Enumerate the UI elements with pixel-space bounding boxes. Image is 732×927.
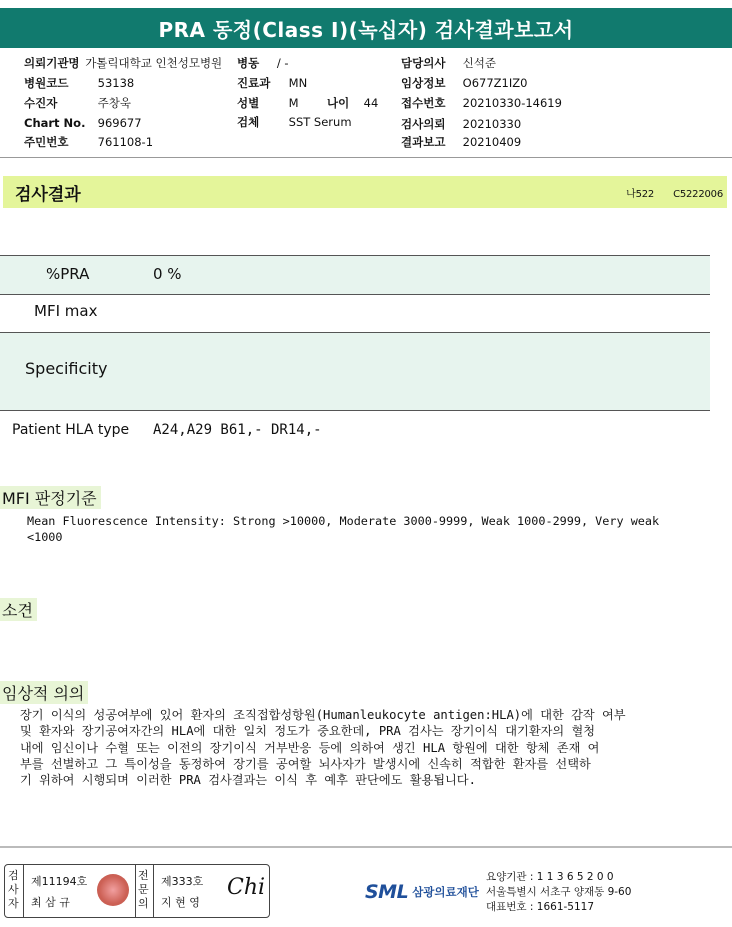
report-date-value: 20210409 bbox=[462, 135, 522, 149]
result-code-1: 나522 bbox=[626, 188, 655, 200]
clinical-value: O677Z1IZ0 bbox=[462, 76, 528, 90]
box-separator-2 bbox=[135, 865, 136, 917]
significance-line-1: 장기 이식의 성공여부에 있어 환자의 조직접합성항원(Humanleukocyte antigen:HLA)에 대한 감작 여부 bbox=[20, 708, 626, 722]
specimen-label: 검체 bbox=[237, 115, 260, 129]
hla-value: A24,A29 B61,- DR14,- bbox=[153, 422, 322, 438]
sml-logo bbox=[365, 872, 479, 912]
hla-label: Patient HLA type bbox=[12, 422, 130, 438]
hla-row bbox=[0, 421, 710, 441]
mfi-criteria-line-2: <1000 bbox=[27, 530, 63, 544]
sex-value: M bbox=[288, 96, 299, 110]
results-title: 검사결과 bbox=[15, 184, 81, 205]
org-info bbox=[486, 870, 631, 915]
report-date-label: 결과보고 bbox=[401, 135, 446, 149]
mfi-max-label: MFI max bbox=[34, 302, 98, 320]
institution-label: 의뢰기관명 bbox=[24, 56, 80, 70]
org-code: 요양기관 : 1 1 3 6 5 2 0 0 bbox=[486, 871, 614, 883]
ward-value: / - bbox=[276, 56, 289, 70]
signature-box bbox=[4, 864, 270, 918]
results-header bbox=[3, 176, 727, 208]
opinion-title: 소견 bbox=[0, 598, 37, 621]
ward-label: 병동 bbox=[237, 56, 260, 70]
specificity-label: Specificity bbox=[25, 359, 108, 378]
receipt-label: 접수번호 bbox=[401, 96, 446, 110]
receipt-value: 20210330-14619 bbox=[462, 96, 562, 110]
specificity-row bbox=[0, 333, 710, 411]
doctor-label: 담당의사 bbox=[401, 56, 446, 70]
age-label: 나이 bbox=[327, 96, 350, 110]
patient-info bbox=[0, 0, 732, 160]
doctor-value: 신석준 bbox=[462, 56, 496, 70]
doctor-cert-no: 제333호 bbox=[161, 875, 204, 888]
sml-logo-name: 삼광의료재단 bbox=[412, 885, 479, 899]
significance-line-3: 내에 임신이나 수혈 또는 이전의 장기이식 거부반응 등에 의하여 생긴 HLA 항원에 대한 항체 존재 여 bbox=[20, 740, 600, 755]
info-divider bbox=[0, 157, 732, 158]
patient-label: 수진자 bbox=[24, 96, 58, 110]
result-code-2: C5222006 bbox=[673, 188, 723, 200]
significance-text bbox=[20, 707, 626, 788]
specimen-value: SST Serum bbox=[288, 115, 352, 129]
chart-label: Chart No. bbox=[24, 116, 86, 130]
org-address: 서울특별시 서초구 양재동 9-60 bbox=[486, 886, 632, 898]
significance-line-5: 기 위하여 시행되며 이러한 PRA 검사결과는 이식 후 예후 판단에도 활용됩니다. bbox=[20, 773, 476, 788]
hospital-code-value: 53138 bbox=[97, 76, 135, 90]
tester-label: 검사자 bbox=[8, 869, 19, 910]
mfi-criteria-title: MFI 판정기준 bbox=[0, 486, 101, 509]
dept-value: MN bbox=[288, 76, 308, 90]
doctor-cert-name: 지 현 영 bbox=[161, 896, 200, 909]
resident-value: 761108-1 bbox=[97, 135, 154, 149]
tester-seal bbox=[97, 874, 129, 906]
request-value: 20210330 bbox=[462, 117, 522, 131]
age-value: 44 bbox=[363, 96, 379, 110]
sex-label: 성별 bbox=[237, 96, 260, 110]
org-phone: 대표번호 : 1661-5117 bbox=[486, 901, 595, 913]
significance-title: 임상적 의의 bbox=[0, 681, 88, 704]
pra-label: %PRA bbox=[46, 265, 90, 283]
footer-divider bbox=[0, 846, 732, 848]
clinical-label: 임상정보 bbox=[401, 76, 446, 90]
mfi-criteria-text bbox=[27, 513, 659, 545]
pra-row bbox=[0, 255, 710, 295]
box-separator bbox=[23, 865, 24, 917]
hospital-code-label: 병원코드 bbox=[24, 76, 69, 90]
sml-logo-mark: SML bbox=[365, 881, 409, 903]
mfi-max-row bbox=[0, 294, 710, 333]
significance-line-4: 부를 선별하고 그 특이성을 동정하여 장기를 공여할 뇌사자가 발생시에 신속히 적합한 환자를 선택하 bbox=[20, 756, 591, 771]
significance-line-2: 및 환자와 장기공여자간의 HLA에 대한 일치 정도가 중요한데, PRA 검사는 장기이식 대기환자의 혈청 bbox=[20, 724, 596, 739]
result-codes bbox=[610, 185, 723, 200]
doctor-signature: Chi bbox=[227, 875, 266, 900]
request-label: 검사의뢰 bbox=[401, 117, 446, 131]
report-title: PRA 동정(Class I)(녹십자) 검사결과보고서 bbox=[0, 8, 732, 48]
resident-label: 주민번호 bbox=[24, 135, 69, 149]
tester-name: 최 삼 규 bbox=[31, 896, 70, 909]
patient-value: 주창욱 bbox=[97, 96, 131, 110]
mfi-criteria-line-1: Mean Fluorescence Intensity: Strong >10000, Moderate 3000-9999, Weak 1000-2999, Very weak bbox=[27, 514, 660, 528]
chart-value: 969677 bbox=[97, 116, 142, 130]
institution-value: 가톨릭대학교 인천성모병원 bbox=[85, 56, 223, 70]
dept-label: 진료과 bbox=[237, 76, 271, 90]
pra-value: 0 % bbox=[153, 265, 182, 283]
doctor-cert-label: 전문의 bbox=[138, 869, 149, 910]
tester-no: 제11194호 bbox=[31, 875, 88, 888]
box-separator-3 bbox=[153, 865, 154, 917]
